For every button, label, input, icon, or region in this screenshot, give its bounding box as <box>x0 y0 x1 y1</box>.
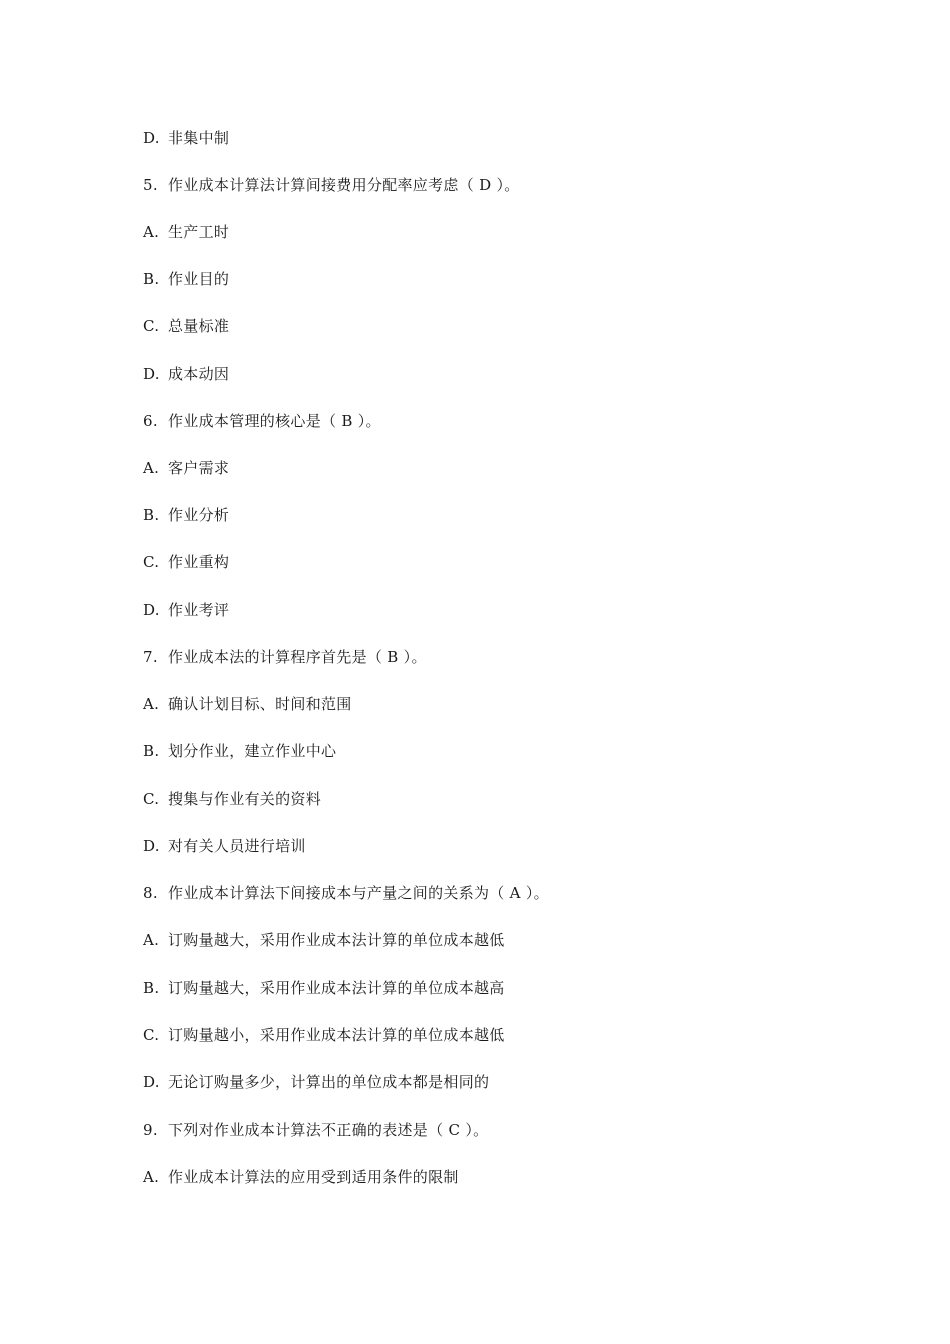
option-line <box>143 978 505 998</box>
line-text: 作业成本计算法计算间接费用分配率应考虑（ D ）。 <box>168 176 520 194</box>
line-prefix: 9. <box>143 1121 158 1139</box>
option-line <box>143 128 229 148</box>
line-prefix: B. <box>143 979 160 997</box>
question-line <box>143 647 427 667</box>
question-line <box>143 1120 488 1140</box>
option-line <box>143 741 336 761</box>
line-text: 客户需求 <box>168 459 230 477</box>
option-line <box>143 364 229 384</box>
line-prefix: D. <box>143 837 160 855</box>
question-line <box>143 411 381 431</box>
line-prefix: A. <box>143 695 160 713</box>
line-prefix: A. <box>143 931 160 949</box>
option-line <box>143 836 306 856</box>
line-prefix: B. <box>143 270 160 288</box>
line-text: 搜集与作业有关的资料 <box>168 790 322 808</box>
option-line <box>143 1167 459 1187</box>
line-prefix: A. <box>143 223 160 241</box>
option-line <box>143 600 229 620</box>
line-text: 订购量越大，采用作业成本法计算的单位成本越低 <box>168 931 505 949</box>
line-text: 作业分析 <box>168 506 230 524</box>
line-prefix: D. <box>143 365 160 383</box>
option-line <box>143 1025 505 1045</box>
line-prefix: A. <box>143 459 160 477</box>
line-prefix: B. <box>143 506 160 524</box>
option-line <box>143 552 229 572</box>
line-text: 对有关人员进行培训 <box>168 837 306 855</box>
option-line <box>143 222 229 242</box>
line-prefix: C. <box>143 1026 160 1044</box>
line-text: 总量标准 <box>168 317 230 335</box>
line-text: 作业成本法的计算程序首先是（ B ）。 <box>168 648 427 666</box>
option-line <box>143 458 229 478</box>
line-text: 作业目的 <box>168 270 230 288</box>
line-prefix: B. <box>143 742 160 760</box>
option-line <box>143 505 229 525</box>
line-prefix: D. <box>143 129 160 147</box>
question-line <box>143 175 520 195</box>
line-prefix: C. <box>143 553 160 571</box>
line-prefix: D. <box>143 601 160 619</box>
line-text: 作业重构 <box>168 553 230 571</box>
line-text: 作业成本管理的核心是（ B ）。 <box>168 412 381 430</box>
line-text: 订购量越小，采用作业成本法计算的单位成本越低 <box>168 1026 505 1044</box>
line-prefix: C. <box>143 790 160 808</box>
line-text: 划分作业，建立作业中心 <box>168 742 337 760</box>
line-prefix: 7. <box>143 648 158 666</box>
line-prefix: D. <box>143 1073 160 1091</box>
line-prefix: A. <box>143 1168 160 1186</box>
question-line <box>143 883 549 903</box>
line-text: 作业成本计算法的应用受到适用条件的限制 <box>168 1168 459 1186</box>
option-line <box>143 1072 489 1092</box>
line-text: 作业成本计算法下间接成本与产量之间的关系为（ A ）。 <box>168 884 549 902</box>
line-text: 非集中制 <box>168 129 230 147</box>
line-text: 无论订购量多少，计算出的单位成本都是相同的 <box>168 1073 490 1091</box>
line-text: 确认计划目标、时间和范围 <box>168 695 352 713</box>
line-prefix: 8. <box>143 884 158 902</box>
line-text: 下列对作业成本计算法不正确的表述是（ C ）。 <box>168 1121 489 1139</box>
line-text: 生产工时 <box>168 223 230 241</box>
line-prefix: C. <box>143 317 160 335</box>
line-text: 作业考评 <box>168 601 230 619</box>
line-text: 成本动因 <box>168 365 230 383</box>
option-line <box>143 269 229 289</box>
line-prefix: 6. <box>143 412 158 430</box>
line-text: 订购量越大，采用作业成本法计算的单位成本越高 <box>168 979 505 997</box>
option-line <box>143 316 229 336</box>
option-line <box>143 789 321 809</box>
option-line <box>143 694 352 714</box>
option-line <box>143 930 505 950</box>
line-prefix: 5. <box>143 176 158 194</box>
